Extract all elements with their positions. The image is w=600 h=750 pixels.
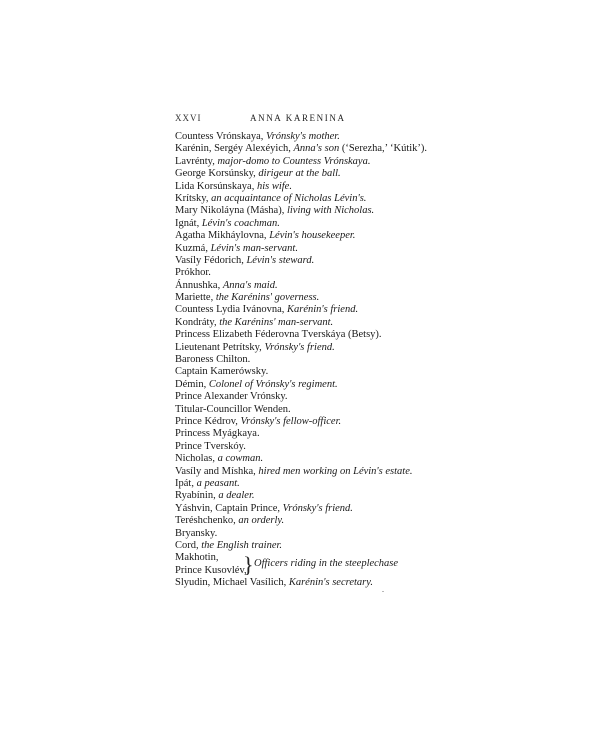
character-description: Lévin's housekeeper.: [269, 230, 356, 242]
character-description: the Karénins' man-servant.: [219, 316, 334, 328]
character-description: hired men working on Lévin's estate.: [258, 465, 413, 477]
character-name: Prókhor.: [175, 267, 211, 279]
character-name: Lieutenant Petrítsky,: [175, 341, 265, 353]
character-name: Cord,: [175, 539, 202, 551]
running-head: [175, 113, 435, 127]
character-entry: [175, 416, 475, 428]
officers-group: [175, 552, 475, 577]
character-entry: [175, 280, 475, 292]
character-name: Mariette,: [175, 292, 216, 304]
character-name: Prince Alexander Vrónsky.: [175, 391, 288, 403]
character-entry: [175, 193, 475, 205]
character-name: Baroness Chilton.: [175, 354, 251, 366]
character-name: Kuzmá,: [175, 242, 211, 254]
character-entry: [175, 230, 475, 242]
character-entry: [175, 366, 475, 378]
character-name: Lida Korsúnskaya,: [175, 180, 257, 192]
character-description: major-domo to Countess Vrónskaya.: [217, 155, 371, 167]
character-description: Karénin's friend.: [286, 304, 359, 316]
character-description: Lévin's man-servant.: [210, 242, 298, 254]
character-description: Vrónsky's friend.: [264, 341, 335, 353]
character-name: Captain Kamerówsky.: [175, 366, 269, 378]
character-entry: [175, 181, 475, 193]
character-description: Vrónsky's fellow-officer.: [240, 415, 342, 427]
character-description: his wife.: [256, 180, 292, 192]
character-name: Ryabínin,: [175, 490, 219, 502]
character-description: Anna's maid.: [222, 279, 278, 291]
character-description: Lévin's coachman.: [201, 217, 280, 229]
character-name: Lavrénty,: [175, 155, 218, 167]
character-entry: [175, 379, 475, 391]
character-name: Yáshvin, Captain Prince,: [175, 502, 283, 514]
character-entry: [175, 243, 475, 255]
character-name: Bryansky.: [175, 527, 218, 539]
running-title: ANNA KARENINA: [250, 113, 346, 123]
character-entry: [175, 540, 475, 552]
character-name: Makhotin,: [175, 552, 219, 564]
character-name: Nicholas,: [175, 453, 218, 465]
character-entry: [175, 156, 475, 168]
character-name: Vasíly Fédorich,: [175, 254, 247, 266]
character-name: Princess Myágkaya.: [175, 428, 260, 440]
character-name: George Korsúnsky,: [175, 168, 259, 180]
character-name: Kondráty,: [175, 316, 220, 328]
character-entry: [175, 205, 475, 217]
character-entry: [175, 304, 475, 316]
character-name: Countess Lydia Ivánovna,: [175, 304, 287, 316]
character-name: Teréshchenko,: [175, 515, 239, 527]
character-description: the Karénins' governess.: [215, 292, 320, 304]
character-name: Prince Kédrov,: [175, 415, 241, 427]
character-entry: [175, 577, 475, 589]
character-entry: [175, 131, 475, 143]
character-list: [175, 131, 475, 589]
character-name: Vasíly and Míshka,: [175, 465, 259, 477]
character-entry: [175, 466, 475, 478]
character-name: Mary Nikoláyna (Másha),: [175, 205, 287, 217]
character-entry: [175, 441, 475, 453]
character-name: Slyudin, Michael Vasílich,: [175, 577, 289, 589]
character-entry: [175, 453, 475, 465]
character-name: Ánnushka,: [175, 279, 223, 291]
character-entry: [175, 503, 475, 515]
character-description: dirigeur at the ball.: [258, 168, 341, 180]
character-entry: [175, 143, 475, 155]
character-description: Karénin's secretary.: [288, 577, 373, 589]
character-entry: [175, 255, 475, 267]
character-name: Karénin, Sergéy Alexéyich,: [175, 143, 294, 155]
group-description: Officers riding in the steeplechase: [254, 558, 399, 570]
character-description: living with Nicholas.: [286, 205, 375, 217]
character-entry: [175, 528, 475, 540]
character-entry: [175, 267, 475, 279]
character-entry: [175, 391, 475, 403]
character-entry: [175, 218, 475, 230]
character-name: Princess Elizabeth Féderovna Tverskáya (Betsy).: [175, 329, 382, 341]
character-name: Krítsky,: [175, 192, 212, 204]
character-entry: [175, 428, 475, 440]
character-name: Démin,: [175, 378, 209, 390]
page-number: XXVI: [175, 113, 202, 123]
character-description: Colonel of Vrónsky's regiment.: [208, 378, 338, 390]
character-entry: [175, 565, 247, 577]
character-entry: [175, 317, 475, 329]
character-name: Ignát,: [175, 217, 202, 229]
character-description: a cowman.: [217, 453, 264, 465]
character-description: Vrónsky's mother.: [266, 131, 340, 142]
character-name: Titular-Councillor Wenden.: [175, 403, 291, 415]
character-description: Vrónsky's friend.: [282, 502, 353, 514]
character-entry: [175, 404, 475, 416]
character-entry: [175, 354, 475, 366]
character-description: the English trainer.: [201, 539, 283, 551]
character-entry: [175, 342, 475, 354]
character-description: Lévin's steward.: [246, 254, 315, 266]
character-description: an orderly.: [238, 515, 285, 527]
character-entry: [175, 515, 475, 527]
character-name: Prince Tverskóy.: [175, 440, 246, 452]
stray-mark: .: [382, 585, 384, 594]
character-alias: (‘Serezha,’ ‘Kútik’).: [339, 143, 428, 155]
character-name: Ipát,: [175, 477, 197, 489]
character-entry: [175, 552, 218, 564]
character-description: a dealer.: [218, 490, 255, 502]
character-entry: [175, 329, 475, 341]
character-description: Anna's son: [293, 143, 340, 155]
character-entry: [175, 168, 475, 180]
character-name: Prince Kusovlév,: [175, 564, 247, 576]
character-entry: [175, 478, 475, 490]
character-name: Agatha Mikháylovna,: [175, 230, 270, 242]
character-description: a peasant.: [196, 477, 240, 489]
brace-mark: }: [243, 552, 254, 578]
character-name: Countess Vrónskaya,: [175, 131, 267, 142]
character-entry: [175, 490, 475, 502]
character-description: an acquaintance of Nicholas Lévin's.: [211, 192, 367, 204]
character-entry: [175, 292, 475, 304]
